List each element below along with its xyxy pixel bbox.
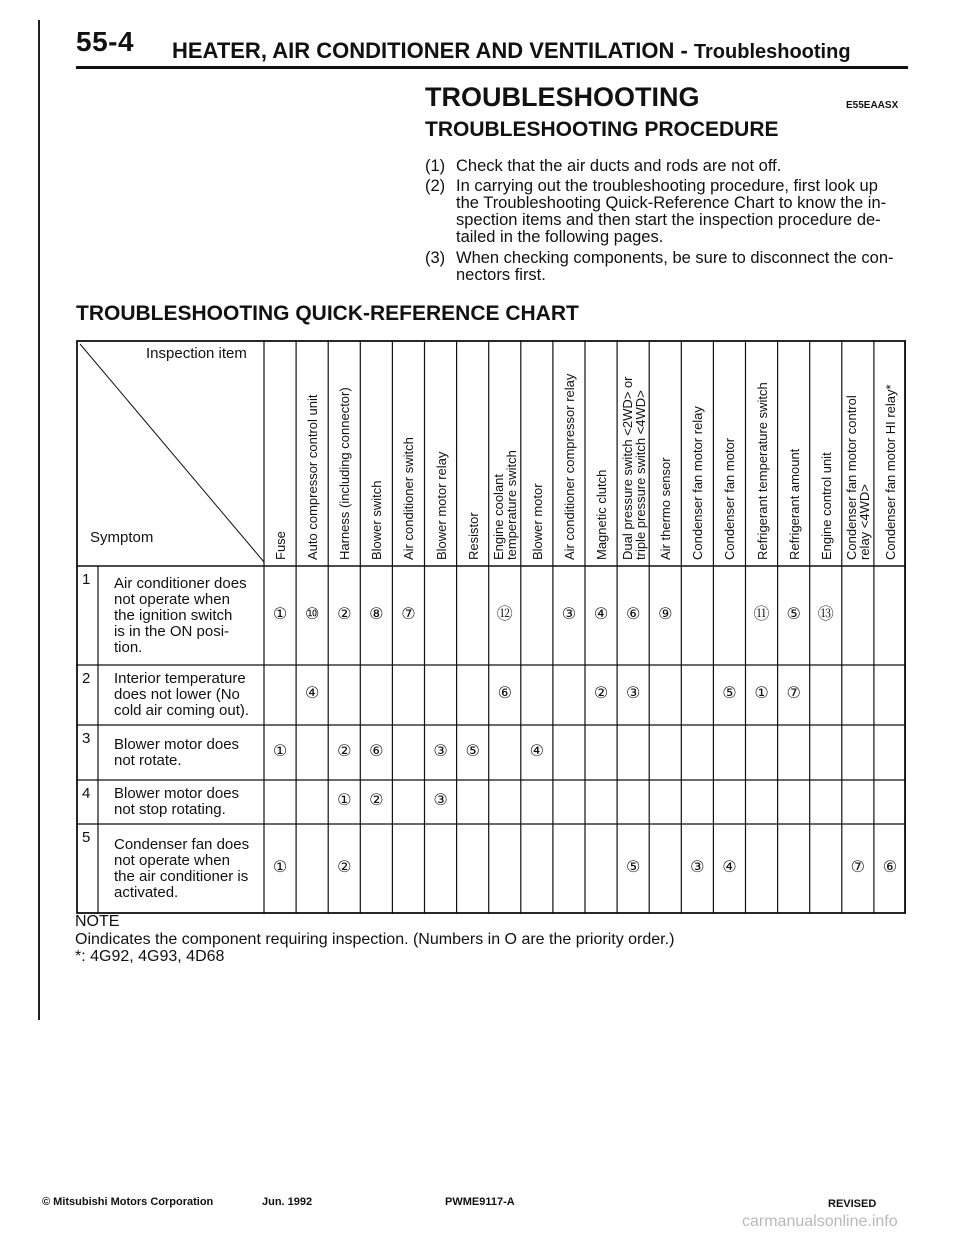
section-title-main: HEATER, AIR CONDITIONER AND VENTILATION bbox=[172, 38, 675, 63]
priority-mark: ⑨ bbox=[658, 605, 673, 623]
row-number: 1 bbox=[82, 571, 91, 588]
priority-mark: ④ bbox=[722, 859, 737, 876]
column-header: Resistor bbox=[465, 512, 481, 560]
symptom-text: not operate when bbox=[114, 852, 230, 869]
column-header: Air thermo sensor bbox=[658, 457, 674, 560]
section-subtitle: Troubleshooting bbox=[693, 41, 851, 63]
priority-mark: ② bbox=[337, 742, 352, 760]
symptom-text: the air conditioner is bbox=[114, 868, 249, 885]
column-header: relay <4WD> bbox=[857, 484, 873, 560]
priority-mark: ⑫ bbox=[496, 605, 513, 623]
margin-rule bbox=[38, 20, 40, 1020]
priority-mark: ⑤ bbox=[722, 685, 737, 702]
column-header: Refrigerant amount bbox=[786, 448, 802, 560]
note-text: Oindicates the component requiring inspection. (Numbers in O are the priority order.) bbox=[75, 931, 675, 948]
priority-mark: ⑪ bbox=[753, 605, 770, 623]
column-header: Refrigerant temperature switch bbox=[754, 382, 770, 560]
priority-mark: ④ bbox=[304, 685, 320, 702]
footer-status: REVISED bbox=[828, 1198, 877, 1210]
section-title bbox=[172, 38, 851, 64]
priority-mark: ① bbox=[272, 742, 288, 760]
priority-mark: ⑬ bbox=[817, 605, 834, 623]
step-line: Check that the air ducts and rods are not off. bbox=[456, 157, 782, 175]
priority-mark: ① bbox=[337, 792, 352, 809]
priority-mark: ② bbox=[337, 859, 352, 876]
priority-mark: ⑦ bbox=[850, 859, 866, 876]
column-header: Condenser fan motor relay bbox=[690, 406, 706, 560]
page-header bbox=[76, 22, 906, 68]
priority-mark: ③ bbox=[433, 792, 448, 809]
step-number: (3) bbox=[425, 249, 446, 267]
quick-reference-chart bbox=[76, 340, 906, 914]
step-line: In carrying out the troubleshooting procedure, first look up bbox=[456, 177, 878, 195]
row-number: 4 bbox=[82, 785, 91, 802]
column-header: Blower motor relay bbox=[433, 451, 449, 560]
header-rule bbox=[76, 66, 908, 69]
priority-mark: ⑧ bbox=[369, 605, 384, 623]
row-number: 5 bbox=[82, 829, 91, 846]
corner-inspection-item: Inspection item bbox=[146, 345, 247, 362]
note-label: NOTE bbox=[75, 913, 120, 930]
step-line: nectors first. bbox=[456, 266, 546, 284]
step-line: the Troubleshooting Quick-Reference Chart to know the in- bbox=[456, 194, 887, 212]
column-header: Blower switch bbox=[369, 480, 385, 560]
priority-mark: ⑦ bbox=[786, 685, 801, 702]
column-header: Harness (including connector) bbox=[337, 387, 353, 560]
priority-mark: ③ bbox=[690, 859, 705, 876]
page-title: TROUBLESHOOTING bbox=[425, 82, 700, 112]
watermark: carmanualsonline.info bbox=[742, 1213, 898, 1230]
column-header: Blower motor bbox=[529, 483, 545, 560]
symptom-text: the ignition switch bbox=[114, 606, 233, 624]
symptom-text: does not lower (No bbox=[114, 686, 240, 703]
priority-mark: ⑥ bbox=[882, 859, 898, 876]
symptom-text: Interior temperature bbox=[114, 670, 246, 687]
priority-mark: ② bbox=[593, 685, 609, 702]
column-header: Air conditioner switch bbox=[401, 437, 417, 560]
section-number: 55-4 bbox=[76, 26, 135, 57]
column-header: Condenser fan motor HI relay* bbox=[882, 384, 898, 560]
symptom-text: tion. bbox=[114, 638, 143, 656]
priority-mark: ③ bbox=[561, 605, 577, 623]
column-header: Air conditioner compressor relay bbox=[561, 373, 577, 560]
column-header: Auto compressor control unit bbox=[305, 394, 321, 560]
column-header: Condenser fan motor bbox=[722, 437, 738, 560]
symptom-text: not operate when bbox=[114, 590, 230, 608]
symptom-text: not stop rotating. bbox=[114, 801, 226, 818]
symptom-text: Blower motor does bbox=[114, 735, 240, 753]
corner-symptom: Symptom bbox=[90, 529, 154, 546]
symptom-text: not rotate. bbox=[114, 751, 182, 769]
column-header: temperature switch bbox=[504, 450, 520, 560]
step-line: tailed in the following pages. bbox=[456, 228, 664, 246]
priority-mark: ⑩ bbox=[304, 605, 320, 623]
priority-mark: ④ bbox=[593, 605, 609, 623]
row-number: 3 bbox=[82, 730, 91, 747]
symptom-text: Blower motor does bbox=[114, 785, 240, 802]
column-header: Engine coolant bbox=[491, 473, 507, 560]
note-footnote: *: 4G92, 4G93, 4D68 bbox=[75, 948, 225, 965]
section-title-separator: - bbox=[674, 38, 694, 63]
column-header: Magnetic clutch bbox=[594, 469, 610, 560]
priority-mark: ⑤ bbox=[786, 605, 801, 623]
symptom-text: Air conditioner does bbox=[114, 574, 247, 592]
step-number: (2) bbox=[425, 177, 446, 195]
footer-copyright: © Mitsubishi Motors Corporation bbox=[42, 1196, 214, 1208]
step-line: When checking components, be sure to disconnect the con- bbox=[456, 249, 894, 267]
priority-mark: ⑤ bbox=[625, 859, 641, 876]
priority-mark: ① bbox=[272, 859, 288, 876]
priority-mark: ③ bbox=[625, 685, 641, 702]
priority-mark: ④ bbox=[529, 742, 545, 760]
column-header: triple pressure switch <4WD> bbox=[632, 390, 648, 560]
priority-mark: ⑥ bbox=[369, 742, 384, 760]
priority-mark: ③ bbox=[433, 742, 448, 760]
row-number: 2 bbox=[82, 670, 91, 687]
column-header: Fuse bbox=[273, 531, 289, 560]
priority-mark: ⑤ bbox=[465, 742, 480, 760]
column-header: Engine control unit bbox=[818, 452, 834, 560]
column-header: Condenser fan motor control bbox=[844, 395, 860, 560]
page-code: E55EAASX bbox=[846, 100, 899, 111]
step-line: spection items and then start the inspection procedure de- bbox=[456, 211, 881, 229]
symptom-text: cold air coming out). bbox=[114, 702, 250, 719]
column-header: Dual pressure switch <2WD> or bbox=[619, 376, 635, 560]
footer-date: Jun. 1992 bbox=[262, 1196, 313, 1208]
priority-mark: ① bbox=[754, 685, 769, 702]
priority-mark: ⑦ bbox=[401, 605, 416, 623]
symptom-text: activated. bbox=[114, 884, 179, 901]
symptom-text: is in the ON posi- bbox=[114, 622, 230, 640]
priority-mark: ① bbox=[272, 605, 288, 623]
symptom-text: Condenser fan does bbox=[114, 836, 250, 853]
priority-mark: ⑥ bbox=[625, 605, 641, 623]
priority-mark: ② bbox=[337, 605, 352, 623]
procedure-heading: TROUBLESHOOTING PROCEDURE bbox=[425, 118, 779, 141]
priority-mark: ② bbox=[369, 792, 384, 809]
footer-code: PWME9117-A bbox=[445, 1196, 515, 1208]
chart-heading: TROUBLESHOOTING QUICK-REFERENCE CHART bbox=[76, 302, 579, 325]
step-number: (1) bbox=[425, 157, 446, 175]
priority-mark: ⑥ bbox=[497, 685, 512, 702]
